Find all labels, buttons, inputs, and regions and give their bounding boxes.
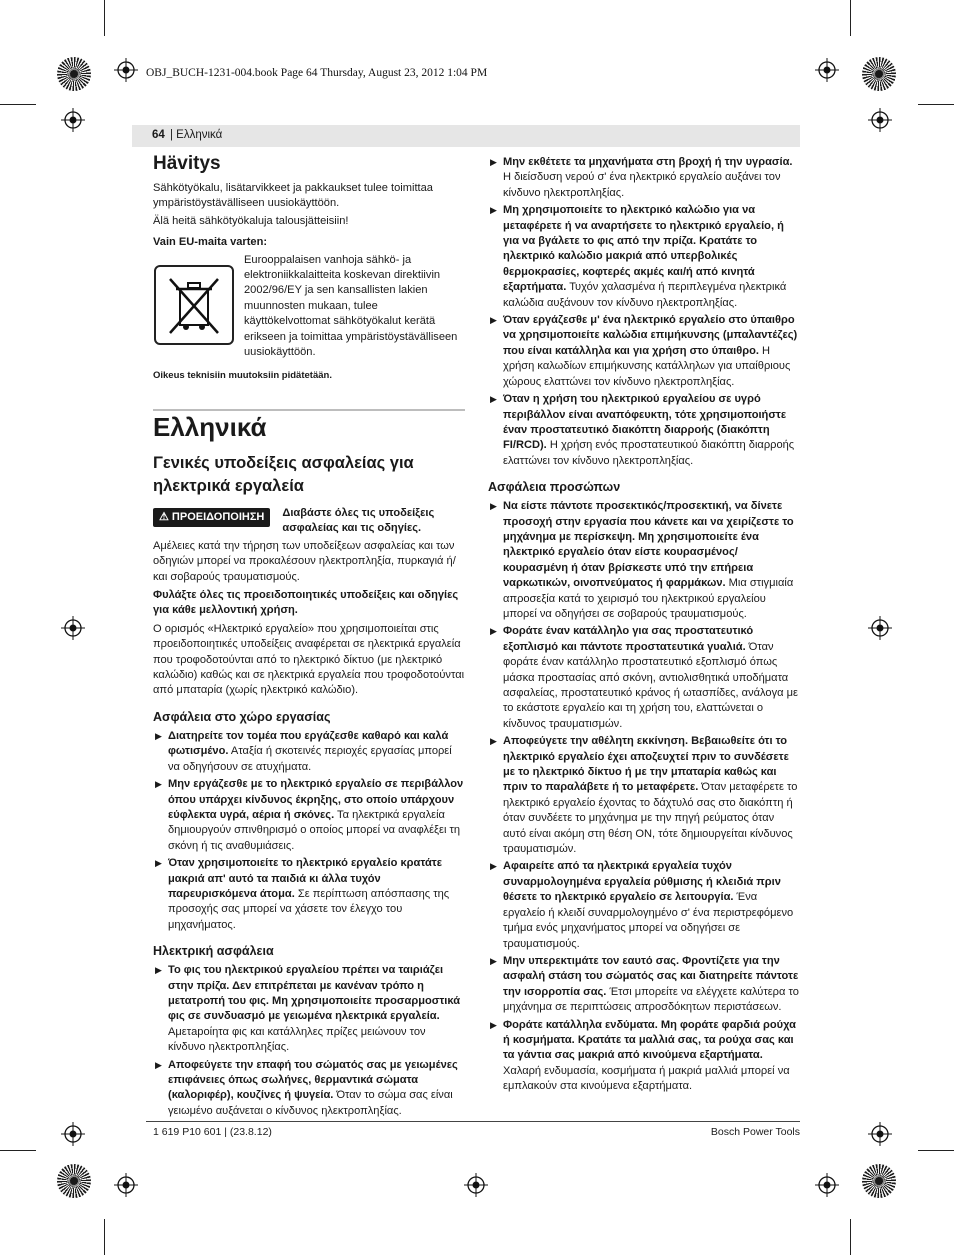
electrical-heading: Ηλεκτρική ασφάλεια bbox=[153, 944, 274, 959]
bullet-triangle-icon: ▶ bbox=[155, 858, 162, 869]
fi-eu-label: Vain EU-maita varten: bbox=[153, 236, 268, 249]
list-item: ▶ Διατηρείτε τον τομέα που εργάζεσθε καθαρό και καλά φωτισμένο. Αταξία ή σκοτεινές περιοχές εργασίας μπορεί να οδηγήσουν σε ατυχήματα. bbox=[155, 729, 452, 773]
gr-subheading: Γενικές υποδείξεις ασφαλείας για ηλεκτρικά εργαλεία bbox=[153, 454, 414, 495]
print-slug: OBJ_BUCH-1231-004.book Page 64 Thursday, August 23, 2012 1:04 PM bbox=[146, 67, 488, 79]
bullet-triangle-icon: ▶ bbox=[490, 315, 497, 326]
fi-paragraph: Älä heitä sähkötyökaluja talousjätteisiin! bbox=[153, 214, 349, 227]
fi-eu-text: Eurooppalaisen vanhoja sähkö- ja elektroniikkalaitteita koskevan direktiivin 2002/96/EY ja sen kansallisten lakien muunnosten mukaan, tulee käyttökelvottomat sähkötyökalut kerätä erikseen ja toimittaa ympäristöystävälliseen uusiokäyttöön. bbox=[244, 253, 458, 359]
page-header bbox=[132, 125, 800, 147]
crop-mark bbox=[104, 0, 105, 36]
list-item: ▶ Όταν εργάζεσθε μ' ένα ηλεκτρικό εργαλείο στο ύπαιθρο να χρησιμοποιείτε καλώδια επιμήκυνσης (μπαλαντέζες) που είναι κατάλληλα και για χρήση στο ύπαιθρο. Η χρήση καλωδίων επιμήκυνσης κατάλληλων για υπαίθριους χώρους ελαττώνει τον κίνδυνο ηλεκτροπληξίας. bbox=[490, 314, 798, 388]
right-column bbox=[488, 155, 800, 1095]
personal-heading: Ασφάλεια προσώπων bbox=[488, 480, 621, 495]
footer-rule bbox=[146, 1121, 800, 1122]
color-bar-rosette bbox=[862, 57, 896, 91]
crop-mark bbox=[104, 1219, 105, 1255]
crop-mark bbox=[0, 1150, 36, 1151]
list-item: ▶ Φοράτε κατάλληλα ενδύματα. Μη φοράτε φαρδιά ρούχα ή κοσμήματα. Κρατάτε τα μαλλιά σας, τα ρούχα σας και τα γάντια σας μακριά από κινούμενα εξαρτήματα. Χαλαρή ενδυμασία, κοσμήματα ή μακριά μαλλιά μπορεί να εμπλακούν στα κινούμενα εξαρτήματα. bbox=[490, 1018, 796, 1093]
paragraph: Ο ορισμός «Ηλεκτρικό εργαλείο» που χρησιμοποιείται στις προειδοποιητικές υποδείξεις αναφέρεται σε ηλεκτρικά εργαλεία που τροφοδοτούνται από το ηλεκτρικό δίκτυο (με ηλεκτρικό καλώδιο) καθώς και σε ηλεκτρικά εργαλεία που τροφοδοτούνται από μπαταρία (χωρίς ηλεκτρικό καλώδιο). bbox=[153, 622, 465, 697]
list-item: ▶ Αποφεύγετε την επαφή του σώματός σας με γειωμένες επιφάνειες όπως σωλήνες, θερμαντικά σώματα (καλοριφέρ), κουζίνες ή ψυγεία. Όταν το σώμα σας είναι γειωμένο αυξάνεται ο κίνδυνος ηλεκτροπληξίας. bbox=[155, 1058, 458, 1117]
list-item: ▶ Μη χρησιμοποιείτε το ηλεκτρικό καλώδιο για να μεταφέρετε ή να αναρτήσετε το ηλεκτρικό εργαλείο, ή για να βγάλετε το φις από την πρίζα. Κρατάτε το ηλεκτρικό καλώδιο μακριά από υπερβολικές θερμοκρασίες, κοφτερές ακμές και/ή από κινητά εξαρτήματα. Τυχόν χαλασμένα ή περιπλεγμένα ηλεκτρικά καλώδια αυξάνουν τον κίνδυνο ηλεκτροπληξίας. bbox=[490, 204, 787, 309]
crop-mark bbox=[0, 104, 36, 105]
warning-triangle-icon: ⚠ bbox=[159, 511, 172, 523]
list-item: ▶ Να είστε πάντοτε προσεκτικός/προσεκτική, να δίνετε προσοχή στην εργασία που κάνετε και να χειρίζεστε το μηχάνημα με περίσκεψη. Μη χρησιμοποιείτε ένα ηλεκτρικό εργαλείο όταν είστε κουρασμένος/κουρασμένη ή όταν βρίσκεστε υπό την επήρεια ναρκωτικών, οινοπνεύματος ή φαρμάκων. Μια στιγμιαία απροσεξία κατά το χειρισμό του ηλεκτρικού εργαλείου μπορεί να οδηγήσει σε σοβαρούς τραυματισμούς. bbox=[490, 500, 794, 620]
list-item: ▶ Φοράτε έναν κατάλληλο για σας προστατευτικό εξοπλισμό και πάντοτε προστατευτικά γυαλιά. Όταν φοράτε έναν κατάλληλο προστατευτικό εξοπλισμό όπως μάσκα προστασίας από σκόνη, αντιολισθητικά υποδήματα ασφαλείας, προστατευτικό κράνος ή ωτασπίδες, ανάλογα με το εκάστοτε εργαλείο και τη χρήση του, ελαττώνεται ο κίνδυνος τραυματισμών. bbox=[490, 625, 798, 730]
bullet-triangle-icon: ▶ bbox=[490, 1019, 497, 1030]
color-bar-rosette bbox=[57, 57, 91, 91]
bullet-triangle-icon: ▶ bbox=[490, 394, 497, 405]
bullet-triangle-icon: ▶ bbox=[155, 779, 162, 790]
bullet-triangle-icon: ▶ bbox=[490, 157, 497, 167]
fi-notice: Oikeus teknisiin muutoksiin pidätetään. bbox=[153, 370, 332, 382]
bullet-triangle-icon: ▶ bbox=[155, 1059, 162, 1070]
registration-mark-icon bbox=[114, 58, 138, 82]
gr-heading: Ελληνικά bbox=[153, 412, 267, 442]
warning-block bbox=[153, 506, 465, 537]
list-item: ▶ Μην υπερεκτιμάτε τον εαυτό σας. Φροντίζετε για την ασφαλή στάση του σώματός σας και διατηρείτε πάντοτε την ισορροπία σας. Έτσι μπορείτε να ελέγχετε καλύτερα το μηχάνημα σε περιπτώσεις απροσδόκητων περιστάσεων. bbox=[490, 954, 799, 1014]
fi-heading: Hävitys bbox=[153, 153, 221, 174]
registration-mark-icon bbox=[61, 1122, 85, 1146]
list-item: ▶ Αποφεύγετε την αθέλητη εκκίνηση. Βεβαιωθείτε ότι το ηλεκτρικό εργαλείο έχει αποζευχτεί πριν το συνδέσετε με το ηλεκτρικό δίκτυο ή με την μπαταρία καθώς και πριν το παραλάβετε ή το μεταφέρετε. Όταν μεταφέρετε το ηλεκτρικό εργαλείο έχοντας το δάχτυλό σας στο διακόπτη ή όταν συνδέετε το μηχάνημα με την πηγή ρεύματος όταν αυτό είναι ακόμη στη θέση ON, τότε δημιουργείται κίνδυνος τραυματισμών. bbox=[490, 735, 798, 856]
list-item: ▶ Μην εργάζεσθε με το ηλεκτρικό εργαλείο σε περιβάλλον όπου υπάρχει κίνδυνος έκρηξης, στο οποίο υπάρχουν εύφλεκτα υγρά, αέρια ή σκόνες. Τα ηλεκτρικά εργαλεία δημιουργούν σπινθηρισμό ο οποίος μπορεί να αναφλέξει τη σκόνη ή τις αναθυμιάσεις. bbox=[155, 778, 464, 852]
registration-mark-icon bbox=[61, 108, 85, 132]
section-rule bbox=[153, 409, 465, 411]
registration-mark-icon bbox=[464, 1173, 488, 1197]
color-bar-rosette bbox=[57, 1164, 91, 1198]
paragraph-bold: Φυλάξτε όλες τις προειδοποιητικές υποδείξεις και οδηγίες για κάθε μελλοντική χρήση. bbox=[153, 589, 459, 617]
registration-mark-icon bbox=[815, 1173, 839, 1197]
warning-text: Διαβάστε όλες τις υποδείξεις ασφαλείας και τις οδηγίες. bbox=[282, 507, 435, 535]
footer-right: Bosch Power Tools bbox=[710, 1126, 800, 1138]
registration-mark-icon bbox=[868, 108, 892, 132]
crop-mark bbox=[850, 0, 851, 36]
color-bar-rosette bbox=[862, 1164, 896, 1198]
work-area-heading: Ασφάλεια στο χώρο εργασίας bbox=[153, 709, 331, 724]
left-column-gr bbox=[153, 412, 465, 1119]
weee-bin-icon bbox=[154, 265, 234, 345]
list-item: ▶ Μην εκθέτετε τα μηχανήματα στη βροχή ή την υγρασία. Η διείσδυση νερού σ' ένα ηλεκτρικό εργαλείο αυξάνει τον κίνδυνο ηλεκτροπληξίας. bbox=[490, 156, 793, 199]
bullet-triangle-icon: ▶ bbox=[490, 501, 497, 512]
registration-mark-icon bbox=[114, 1173, 138, 1197]
crop-mark bbox=[918, 1150, 954, 1151]
bullet-triangle-icon: ▶ bbox=[490, 861, 497, 872]
crop-mark bbox=[850, 1219, 851, 1255]
registration-mark-icon bbox=[868, 1122, 892, 1146]
registration-mark-icon bbox=[868, 616, 892, 640]
bullet-triangle-icon: ▶ bbox=[490, 736, 497, 747]
bullet-triangle-icon: ▶ bbox=[490, 205, 497, 216]
list-item: ▶ Το φις του ηλεκτρικού εργαλείου πρέπει να ταιριάζει στην πρίζα. Δεν επιτρέπεται με κανέναν τρόπο η μετατροπή του φις. Μη χρησιμοποιείτε προσαρμοστικά φις σε συνδυασμό με γειωμένα ηλεκτρικά εργαλεία. Αμετapoίητα φις και κατάλληλες πρίζες μειώνουν τον κίνδυνο ηλεκτροπληξίας. bbox=[155, 964, 461, 1054]
section-name: | Ελληνικά bbox=[170, 129, 223, 141]
bullet-triangle-icon: ▶ bbox=[490, 626, 497, 637]
list-item: ▶ Όταν η χρήση του ηλεκτρικού εργαλείου σε υγρό περιβάλλον είναι αναπόφευκτη, τότε χρησιμοποιήστε έναν προστατευτικό διακόπτη διαρροής (διακόπτη FI/RCD). Η χρήση ενός προστατευτικού διακόπτη διαρροής ελαττώνει τον κίνδυνο ηλεκτροπληξίας. bbox=[490, 393, 795, 467]
registration-mark-icon bbox=[815, 58, 839, 82]
fi-paragraph: Sähkötyökalu, lisätarvikkeet ja pakkaukset tulee toimittaa ympäristöystävälliseen uusiokäyttöön. bbox=[153, 182, 433, 210]
footer-left: 1 619 P10 601 | (23.8.12) bbox=[153, 1126, 272, 1138]
paragraph: Αμέλειες κατά την τήρηση των υποδείξεων ασφαλείας και των οδηγιών μπορεί να προκαλέσουν ηλεκτροπληξία, πυρκαγιά ή/και σοβαρούς τραυματισμούς. bbox=[153, 539, 456, 583]
registration-mark-icon bbox=[61, 616, 85, 640]
list-item: ▶ Αφαιρείτε από τα ηλεκτρικά εργαλεία τυχόν συναρμολογημένα εργαλεία ρύθμισης ή κλειδιά πριν θέσετε το ηλεκτρικό εργαλείο σε λειτουργία. Ένα εργαλείο ή κλειδί συναρμολογημένο σ' ένα περιστρεφόμενο τμήμα ενός μηχανήματος μπορεί να οδηγήσει σε τραυματισμούς. bbox=[490, 860, 794, 950]
bullet-triangle-icon: ▶ bbox=[155, 965, 162, 976]
warning-badge: ⚠ ΠΡΟΕΙΔΟΠΟΙΗΣΗ bbox=[153, 508, 270, 527]
list-item: ▶ Όταν χρησιμοποιείτε το ηλεκτρικό εργαλείο κρατάτε μακριά απ' αυτό τα παιδιά κι άλλα τυχόν παρευρισκόμενα άτομα. Σε περίπτωση απόσπασης της προσοχής σας μπορεί να χάσετε τον έλεγχο του μηχανήματος. bbox=[155, 857, 450, 931]
bullet-triangle-icon: ▶ bbox=[155, 730, 162, 741]
crop-mark bbox=[918, 104, 954, 105]
page-number: 64 bbox=[152, 129, 165, 141]
bullet-triangle-icon: ▶ bbox=[490, 955, 497, 966]
